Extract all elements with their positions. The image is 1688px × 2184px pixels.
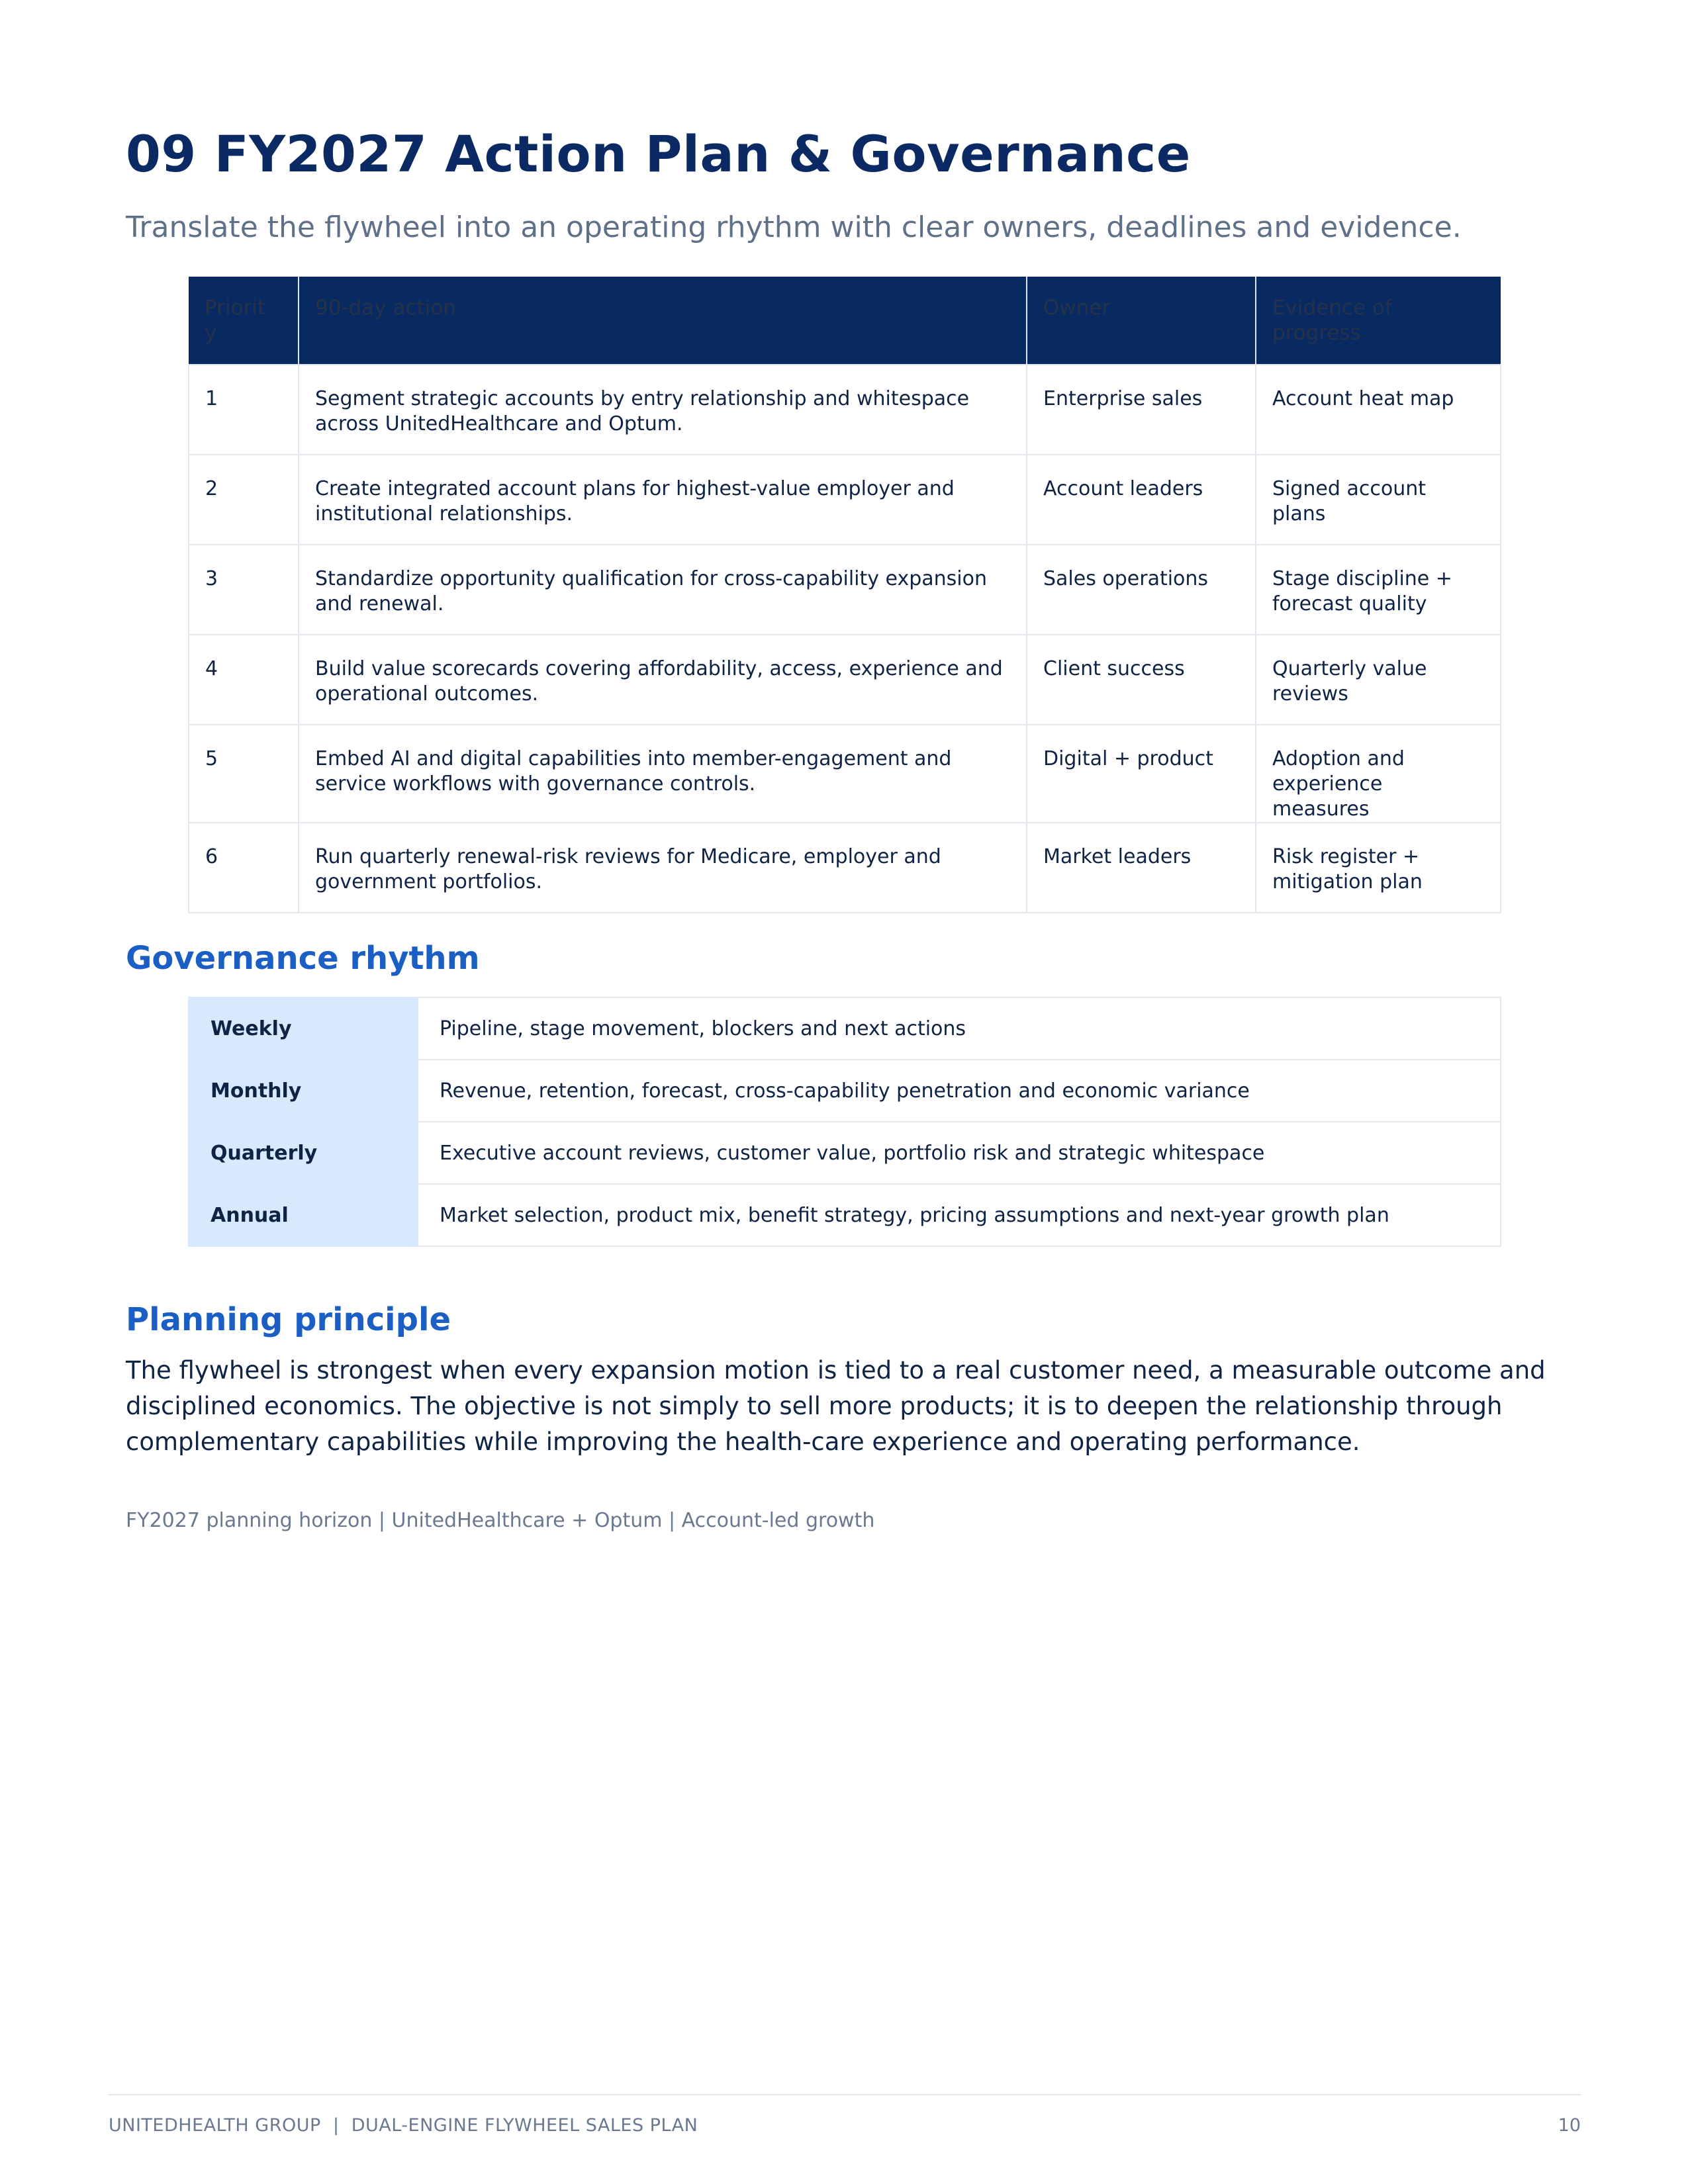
governance-focus: Market selection, product mix, benefit strategy, pricing assumptions and next-year growth plan xyxy=(418,1184,1501,1246)
action-plan-table xyxy=(188,277,1501,913)
footer-document-title: UNITEDHEALTH GROUP | DUAL-ENGINE FLYWHEEL SALES PLAN xyxy=(109,2115,698,2136)
table-row xyxy=(189,455,1501,545)
governance-period: Monthly xyxy=(189,1060,418,1122)
governance-row xyxy=(189,997,1501,1060)
governance-row xyxy=(189,1060,1501,1122)
governance-period: Weekly xyxy=(189,997,418,1060)
owner-cell: Digital + product xyxy=(1027,725,1256,823)
footer-divider xyxy=(109,2094,1581,2095)
governance-focus: Executive account reviews, customer value, portfolio risk and strategic whitespace xyxy=(418,1122,1501,1184)
page-title: 09 FY2027 Action Plan & Governance xyxy=(126,124,1191,183)
governance-row xyxy=(189,1184,1501,1246)
page-subtitle: Translate the flywheel into an operating rhythm with clear owners, deadlines and evidence. xyxy=(126,210,1462,244)
action-cell: Create integrated account plans for highest-value employer and institutional relationships. xyxy=(299,455,1027,545)
owner-cell: Account leaders xyxy=(1027,455,1256,545)
column-header-priority: Priorit y xyxy=(189,277,299,365)
owner-cell: Client success xyxy=(1027,635,1256,725)
governance-focus: Revenue, retention, forecast, cross-capability penetration and economic variance xyxy=(418,1060,1501,1122)
planning-horizon-note: FY2027 planning horizon | UnitedHealthcare + Optum | Account-led growth xyxy=(126,1509,875,1532)
governance-focus: Pipeline, stage movement, blockers and next actions xyxy=(418,997,1501,1060)
table-row xyxy=(189,725,1501,823)
table-row xyxy=(189,545,1501,635)
action-cell: Standardize opportunity qualification for cross-capability expansion and renewal. xyxy=(299,545,1027,635)
column-header-evidence: Evidence of progress xyxy=(1256,277,1501,365)
owner-cell: Enterprise sales xyxy=(1027,365,1256,455)
evidence-cell: Risk register + mitigation plan xyxy=(1256,823,1501,913)
planning-principle-body: The flywheel is strongest when every expansion motion is tied to a real customer need, a measurable outcome and disciplined economics. The objective is not simply to sell more products; it is to deepen the relationship through complementary capabilities while improving the health-care experience and operating performance. xyxy=(126,1356,1546,1456)
evidence-cell: Adoption and experience measures xyxy=(1256,725,1501,823)
planning-principle-heading: Planning principle xyxy=(126,1301,451,1338)
table-row xyxy=(189,823,1501,913)
priority-cell: 6 xyxy=(189,823,299,913)
action-cell: Run quarterly renewal-risk reviews for Medicare, employer and government portfolios. xyxy=(299,823,1027,913)
column-header-action: 90-day action xyxy=(299,277,1027,365)
governance-heading: Governance rhythm xyxy=(126,940,480,977)
page-number: 10 xyxy=(1558,2115,1581,2136)
owner-cell: Market leaders xyxy=(1027,823,1256,913)
table-row xyxy=(189,365,1501,455)
priority-cell: 5 xyxy=(189,725,299,823)
owner-cell: Sales operations xyxy=(1027,545,1256,635)
evidence-cell: Account heat map xyxy=(1256,365,1501,455)
priority-cell: 1 xyxy=(189,365,299,455)
priority-cell: 2 xyxy=(189,455,299,545)
governance-table xyxy=(188,997,1501,1247)
column-header-owner: Owner xyxy=(1027,277,1256,365)
governance-row xyxy=(189,1122,1501,1184)
evidence-cell: Quarterly value reviews xyxy=(1256,635,1501,725)
governance-period: Quarterly xyxy=(189,1122,418,1184)
table-row xyxy=(189,635,1501,725)
action-plan-header-row xyxy=(189,277,1501,365)
governance-period: Annual xyxy=(189,1184,418,1246)
priority-cell: 3 xyxy=(189,545,299,635)
action-cell: Build value scorecards covering affordability, access, experience and operational outcomes. xyxy=(299,635,1027,725)
action-cell: Embed AI and digital capabilities into member-engagement and service workflows with governance controls. xyxy=(299,725,1027,823)
action-cell: Segment strategic accounts by entry relationship and whitespace across UnitedHealthcare and Optum. xyxy=(299,365,1027,455)
evidence-cell: Signed account plans xyxy=(1256,455,1501,545)
priority-cell: 4 xyxy=(189,635,299,725)
evidence-cell: Stage discipline + forecast quality xyxy=(1256,545,1501,635)
